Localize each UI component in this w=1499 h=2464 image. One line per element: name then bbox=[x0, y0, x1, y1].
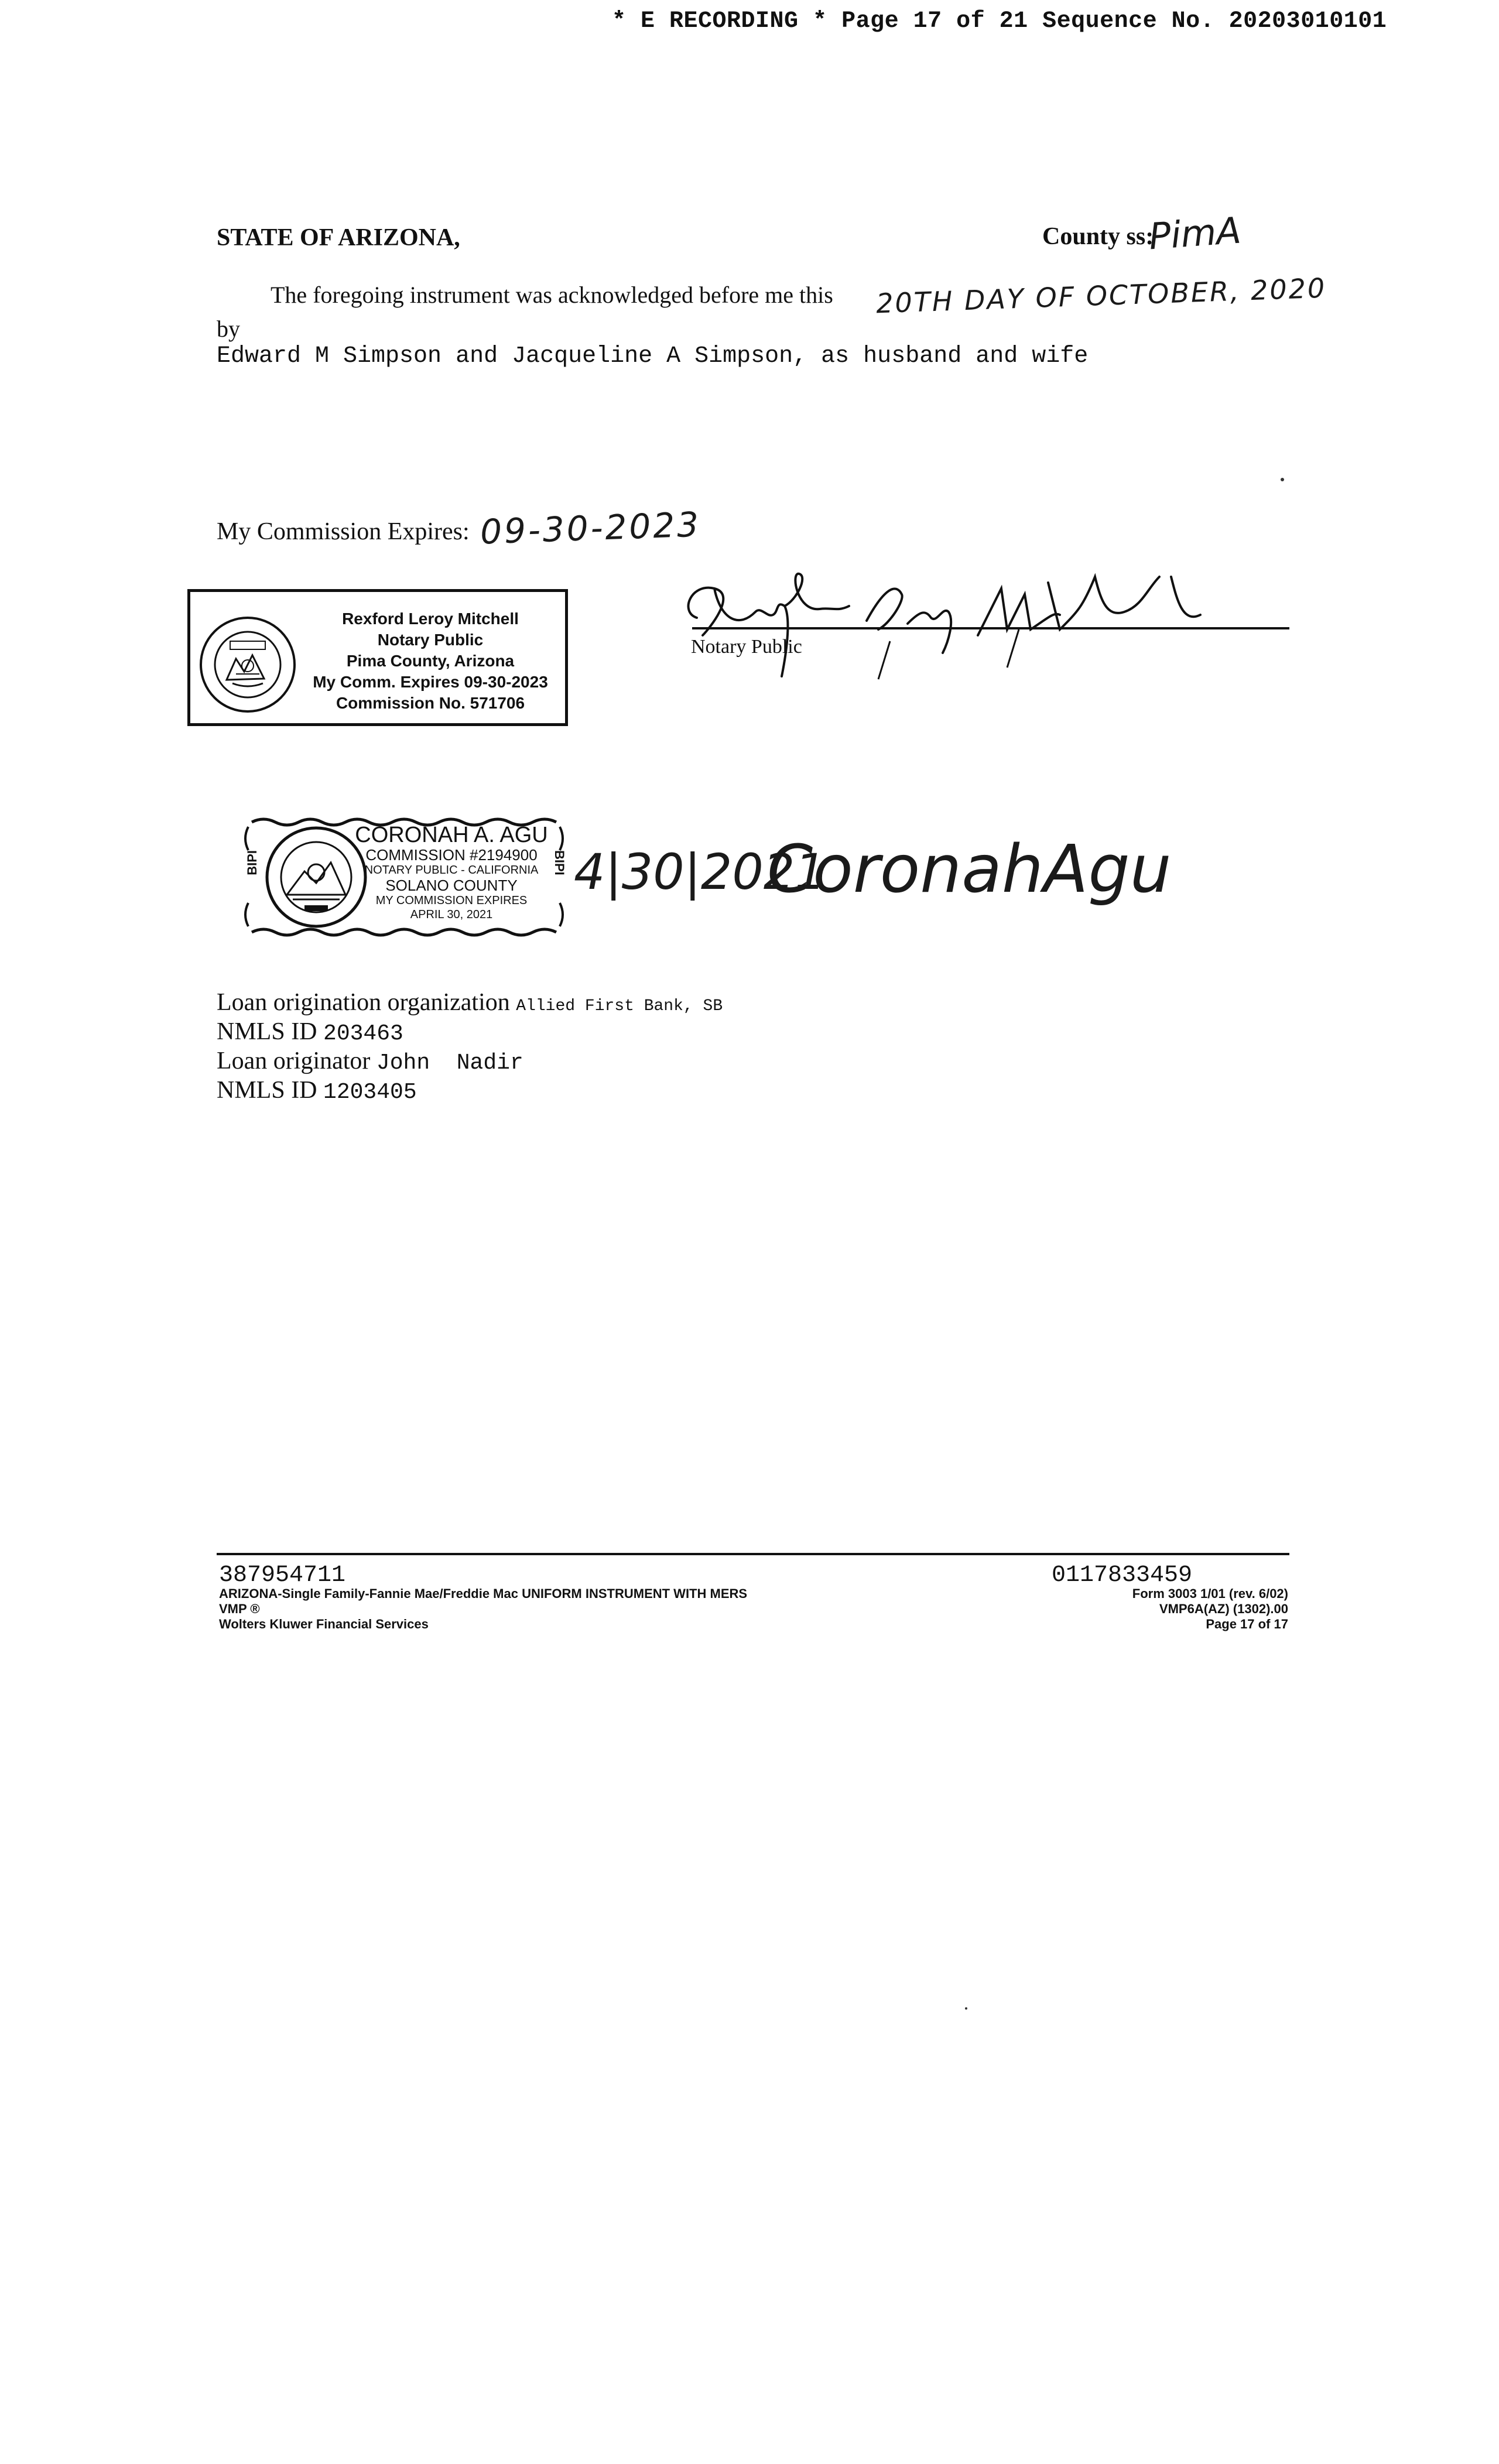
state-label: STATE OF ARIZONA, bbox=[217, 224, 460, 251]
ca-notary-type: NOTARY PUBLIC - CALIFORNIA bbox=[364, 864, 539, 877]
nmls-value-1: 203463 bbox=[323, 1021, 403, 1046]
nmls-label-1: NMLS ID bbox=[217, 1018, 317, 1045]
notary-expires: My Comm. Expires 09-30-2023 bbox=[313, 673, 548, 691]
loan-originator-value: John Nadir bbox=[376, 1050, 523, 1076]
ca-notary-signature: CoronahAgu bbox=[767, 831, 1172, 908]
ca-county: SOLANO COUNTY bbox=[385, 877, 518, 894]
arizona-seal-icon bbox=[199, 615, 297, 714]
recording-header: * E RECORDING * Page 17 of 21 Sequence No. 20203010101 bbox=[612, 8, 1387, 35]
notary-public-label: Notary Public bbox=[691, 636, 802, 658]
footer-vmp: VMP ® bbox=[219, 1601, 260, 1616]
loan-org-label: Loan origination organization bbox=[217, 989, 510, 1016]
county-label: County ss: bbox=[1042, 223, 1154, 250]
nmls-id-row-2 bbox=[217, 1076, 417, 1105]
ca-notary-name: CORONAH A. AGU bbox=[355, 823, 548, 847]
notary-signature-graphic bbox=[673, 565, 1294, 682]
bip-mark-right: BIPI bbox=[552, 850, 567, 875]
loan-originator-label: Loan originator bbox=[217, 1048, 371, 1074]
nmls-label-2: NMLS ID bbox=[217, 1077, 317, 1104]
stray-dot-lower bbox=[965, 2007, 967, 2010]
footer-vmp-code: VMP6A(AZ) (1302).00 bbox=[1159, 1601, 1288, 1616]
nmls-value-2: 1203405 bbox=[323, 1080, 417, 1105]
arizona-notary-stamp bbox=[187, 589, 568, 726]
footer-min-number: 0117833459 bbox=[1052, 1562, 1193, 1589]
loan-originator-row bbox=[217, 1047, 523, 1076]
loan-org-value: Allied First Bank, SB bbox=[516, 997, 723, 1015]
ca-signing-date-handwritten: 4|30|2021 bbox=[574, 843, 826, 901]
california-notary-stamp bbox=[240, 815, 568, 939]
footer-rule bbox=[217, 1553, 1289, 1555]
commission-expiry-handwritten: 09-30-2023 bbox=[479, 504, 702, 552]
footer-form-title: ARIZONA-Single Family-Fannie Mae/Freddie Mac UNIFORM INSTRUMENT WITH MERS bbox=[219, 1586, 748, 1601]
notary-county: Pima County, Arizona bbox=[346, 652, 515, 670]
loan-org-row bbox=[217, 988, 723, 1017]
commission-label: My Commission Expires: bbox=[217, 518, 470, 545]
footer-loan-number: 387954711 bbox=[219, 1562, 346, 1589]
footer-page-number: Page 17 of 17 bbox=[1206, 1617, 1288, 1631]
acknowledgment-text: The foregoing instrument was acknowledged before me this bbox=[271, 282, 833, 308]
bip-mark-left: BIPI bbox=[245, 850, 259, 875]
notary-commission-number: Commission No. 571706 bbox=[336, 694, 525, 712]
footer-form-number: Form 3003 1/01 (rev. 6/02) bbox=[1132, 1586, 1288, 1601]
notary-name: Rexford Leroy Mitchell bbox=[342, 610, 519, 628]
ca-commission-number: COMMISSION #2194900 bbox=[365, 846, 538, 864]
ca-expires-label: MY COMMISSION EXPIRES bbox=[375, 894, 528, 907]
acknowledgment-date-handwritten: 20TH DAY OF OCTOBER, 2020 bbox=[875, 272, 1327, 320]
signers-names: Edward M Simpson and Jacqueline A Simpson, as husband and wife bbox=[217, 343, 1089, 369]
footer-publisher: Wolters Kluwer Financial Services bbox=[219, 1617, 429, 1631]
county-value-handwritten: PimA bbox=[1147, 208, 1243, 258]
stray-dot bbox=[1281, 478, 1284, 481]
by-label: by bbox=[217, 316, 240, 342]
ca-expires-date: APRIL 30, 2021 bbox=[410, 908, 493, 921]
notary-title: Notary Public bbox=[377, 631, 484, 649]
signature-line bbox=[692, 627, 1289, 629]
nmls-id-row-1 bbox=[217, 1018, 403, 1046]
